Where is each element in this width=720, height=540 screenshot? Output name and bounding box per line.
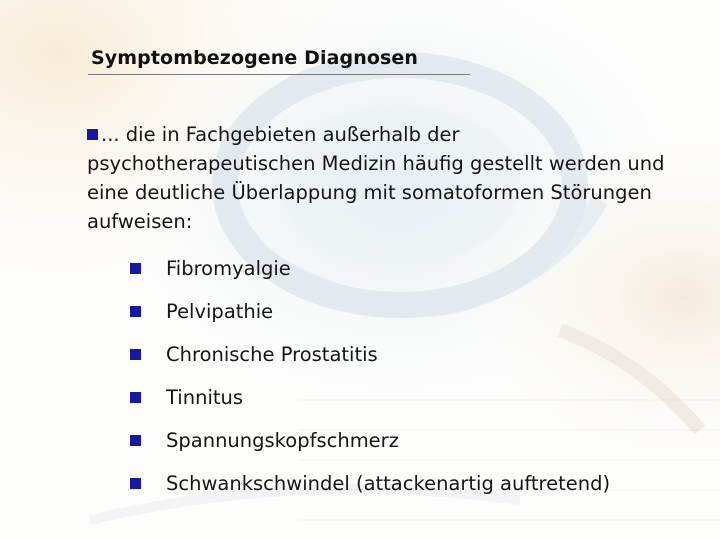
list-item-label: Chronische Prostatitis <box>166 343 378 366</box>
square-bullet-icon <box>130 349 141 360</box>
title-underline <box>88 74 470 75</box>
square-bullet-icon <box>130 478 141 489</box>
list-item <box>130 462 610 505</box>
list-item <box>130 419 610 462</box>
intro-paragraph <box>87 120 687 236</box>
list-item <box>130 376 610 419</box>
square-bullet-icon <box>130 306 141 317</box>
square-bullet-icon <box>87 129 98 140</box>
slide-title: Symptombezogene Diagnosen <box>91 47 419 69</box>
list-item <box>130 247 610 290</box>
square-bullet-icon <box>130 392 141 403</box>
square-bullet-icon <box>130 435 141 446</box>
diagnosis-list <box>130 247 610 505</box>
list-item-label: Schwankschwindel (attackenartig auftretend) <box>166 472 611 495</box>
list-item-label: Spannungskopfschmerz <box>166 429 399 452</box>
list-item <box>130 333 610 376</box>
list-item-label: Tinnitus <box>166 386 244 409</box>
intro-text: ... die in Fachgebieten außerhalb der psychotherapeutischen Medizin häufig gestellt werden und eine deutliche Überlappung mit somatoformen Störungen aufweisen: <box>87 123 665 233</box>
list-item-label: Pelvipathie <box>166 300 274 323</box>
list-item-label: Fibromyalgie <box>166 257 291 280</box>
square-bullet-icon <box>130 263 141 274</box>
list-item <box>130 290 610 333</box>
